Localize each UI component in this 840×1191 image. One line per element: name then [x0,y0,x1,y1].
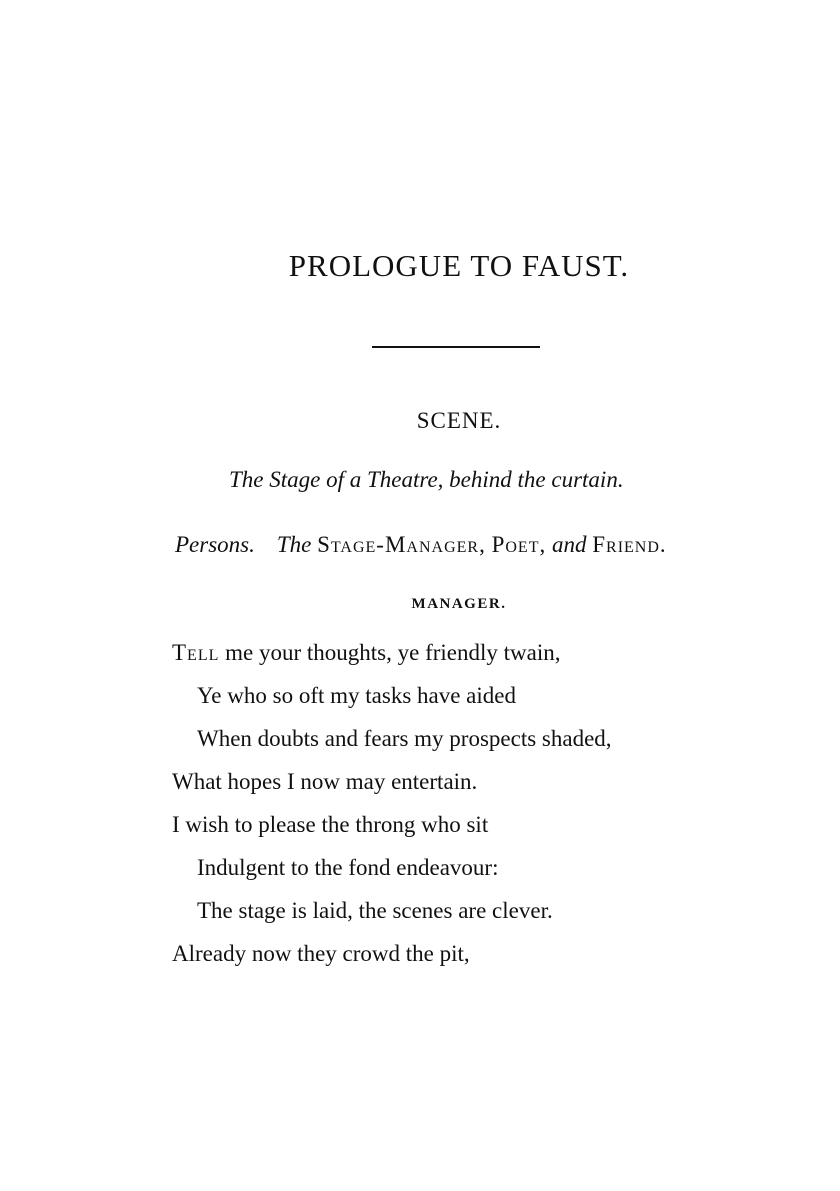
persons-label: Persons. [175,532,255,557]
verse-first-word: Tell [172,640,220,665]
scene-heading: SCENE. [416,408,502,433]
verse-line-5: I wish to please the throng who sit [172,812,489,837]
stage-direction: The Stage of a Theatre, behind the curtain. [229,467,624,492]
persons-manager: Stage-Manager, [317,532,486,557]
persons-line [175,532,667,558]
speaker-name: MANAGER. [411,596,507,612]
verse-line-4: What hopes I now may entertain. [172,769,478,794]
title-divider [372,346,540,348]
persons-the: The [276,532,312,557]
persons-and: and [551,532,587,557]
verse-line-2: Ye who so oft my tasks have aided [197,683,516,708]
persons-poet: Poet, [491,532,547,557]
verse-line-7: The stage is laid, the scenes are clever. [197,898,553,923]
verse-line-8: Already now they crowd the pit, [172,941,470,966]
page-title: PROLOGUE TO FAUST. [288,248,630,283]
verse-line-1 [172,640,560,666]
verse-line-3: When doubts and fears my prospects shaded, [197,726,612,751]
verse-line-6: Indulgent to the fond endeavour: [197,855,499,880]
persons-friend: Friend. [592,532,667,557]
verse-first-rest: me your thoughts, ye friendly twain, [219,640,561,665]
